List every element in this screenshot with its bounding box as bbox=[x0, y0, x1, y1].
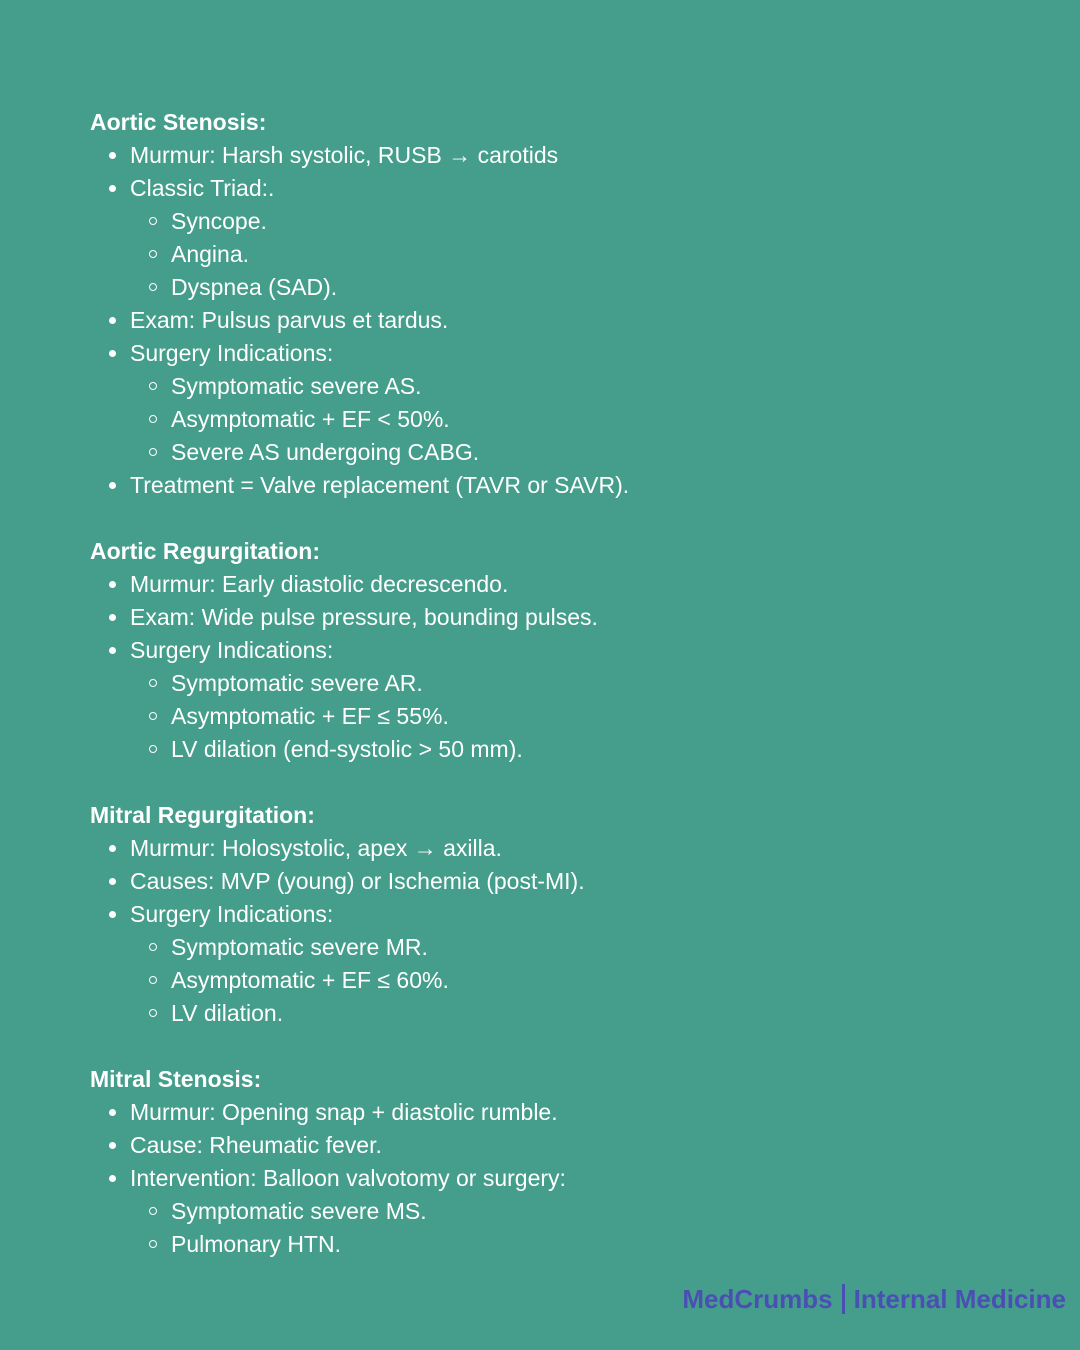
bullet-dot-icon bbox=[109, 185, 116, 192]
brand-subtitle: Internal Medicine bbox=[853, 1284, 1066, 1314]
notes-content bbox=[90, 106, 1030, 1294]
bullet-item bbox=[90, 1096, 1030, 1129]
bullet-text: Causes: MVP (young) or Ischemia (post-MI). bbox=[130, 868, 585, 894]
bullet-dot-icon bbox=[109, 1175, 116, 1182]
bullet-circle-icon bbox=[149, 415, 157, 423]
brand-footer bbox=[682, 1282, 1066, 1316]
sub-bullet-text: Pulmonary HTN. bbox=[171, 1231, 341, 1257]
sub-bullet-item bbox=[90, 271, 1030, 304]
bullet-item bbox=[90, 601, 1030, 634]
bullet-item bbox=[90, 832, 1030, 865]
bullet-circle-icon bbox=[149, 250, 157, 258]
bullet-item bbox=[90, 337, 1030, 370]
bullet-text: Murmur: Holosystolic, apex → axilla. bbox=[130, 835, 502, 861]
bullet-item bbox=[90, 865, 1030, 898]
bullet-dot-icon bbox=[109, 647, 116, 654]
bullet-circle-icon bbox=[149, 943, 157, 951]
bullet-text: Murmur: Harsh systolic, RUSB → carotids bbox=[130, 142, 559, 168]
bullet-dot-icon bbox=[109, 350, 116, 357]
section bbox=[90, 535, 1030, 766]
bullet-text: Treatment = Valve replacement (TAVR or SAVR). bbox=[130, 472, 630, 498]
sub-bullet-item bbox=[90, 436, 1030, 469]
bullet-text: Exam: Wide pulse pressure, bounding pulses. bbox=[130, 604, 598, 630]
bullet-dot-icon bbox=[109, 614, 116, 621]
bullet-circle-icon bbox=[149, 217, 157, 225]
sub-bullet-text: Asymptomatic + EF < 50%. bbox=[171, 406, 450, 432]
sub-bullet-item bbox=[90, 997, 1030, 1030]
sub-bullet-item bbox=[90, 931, 1030, 964]
section bbox=[90, 799, 1030, 1030]
bullet-text: Murmur: Early diastolic decrescendo. bbox=[130, 571, 509, 597]
sub-bullet-item bbox=[90, 1228, 1030, 1261]
sub-bullet-item bbox=[90, 700, 1030, 733]
bullet-circle-icon bbox=[149, 712, 157, 720]
bullet-text: Cause: Rheumatic fever. bbox=[130, 1132, 382, 1158]
bullet-dot-icon bbox=[109, 911, 116, 918]
sub-bullet-text: Syncope. bbox=[171, 208, 267, 234]
bullet-item bbox=[90, 469, 1030, 502]
sub-bullet-text: Asymptomatic + EF ≤ 60%. bbox=[171, 967, 449, 993]
bullet-dot-icon bbox=[109, 317, 116, 324]
sub-bullet-text: Symptomatic severe MR. bbox=[171, 934, 428, 960]
sub-bullet-item bbox=[90, 238, 1030, 271]
bullet-dot-icon bbox=[109, 1109, 116, 1116]
bullet-item bbox=[90, 172, 1030, 205]
bullet-item bbox=[90, 1129, 1030, 1162]
bullet-text: Murmur: Opening snap + diastolic rumble. bbox=[130, 1099, 558, 1125]
sub-bullet-item bbox=[90, 370, 1030, 403]
section-title: Aortic Stenosis: bbox=[90, 109, 267, 135]
bullet-item bbox=[90, 1162, 1030, 1195]
bullet-text: Surgery Indications: bbox=[130, 637, 334, 663]
sub-bullet-text: LV dilation. bbox=[171, 1000, 284, 1026]
bullet-item bbox=[90, 898, 1030, 931]
sub-bullet-text: Symptomatic severe AR. bbox=[171, 670, 423, 696]
bullet-dot-icon bbox=[109, 482, 116, 489]
bullet-text: Surgery Indications: bbox=[130, 340, 334, 366]
sub-bullet-text: Severe AS undergoing CABG. bbox=[171, 439, 480, 465]
sub-bullet-item bbox=[90, 1195, 1030, 1228]
bullet-item bbox=[90, 304, 1030, 337]
bullet-item bbox=[90, 568, 1030, 601]
section bbox=[90, 106, 1030, 502]
sub-bullet-text: Asymptomatic + EF ≤ 55%. bbox=[171, 703, 449, 729]
bullet-dot-icon bbox=[109, 152, 116, 159]
section bbox=[90, 1063, 1030, 1261]
sub-bullet-item bbox=[90, 964, 1030, 997]
sub-bullet-item bbox=[90, 733, 1030, 766]
sub-bullet-text: LV dilation (end-systolic > 50 mm). bbox=[171, 736, 523, 762]
section-title: Mitral Regurgitation: bbox=[90, 802, 315, 828]
sub-bullet-text: Symptomatic severe MS. bbox=[171, 1198, 427, 1224]
bullet-circle-icon bbox=[149, 1207, 157, 1215]
sub-bullet-text: Angina. bbox=[171, 241, 250, 267]
sub-bullet-item bbox=[90, 205, 1030, 238]
bullet-circle-icon bbox=[149, 382, 157, 390]
brand-name: MedCrumbs bbox=[682, 1284, 833, 1314]
brand-divider bbox=[842, 1284, 845, 1314]
bullet-dot-icon bbox=[109, 1142, 116, 1149]
bullet-text: Intervention: Balloon valvotomy or surgery: bbox=[130, 1165, 566, 1191]
bullet-text: Classic Triad:. bbox=[130, 175, 275, 201]
bullet-circle-icon bbox=[149, 679, 157, 687]
section-title: Mitral Stenosis: bbox=[90, 1066, 262, 1092]
bullet-dot-icon bbox=[109, 845, 116, 852]
bullet-item bbox=[90, 634, 1030, 667]
sub-bullet-text: Dyspnea (SAD). bbox=[171, 274, 338, 300]
sub-bullet-item bbox=[90, 403, 1030, 436]
bullet-text: Exam: Pulsus parvus et tardus. bbox=[130, 307, 449, 333]
bullet-text: Surgery Indications: bbox=[130, 901, 334, 927]
bullet-circle-icon bbox=[149, 283, 157, 291]
section-title: Aortic Regurgitation: bbox=[90, 538, 320, 564]
bullet-circle-icon bbox=[149, 745, 157, 753]
bullet-circle-icon bbox=[149, 1240, 157, 1248]
bullet-circle-icon bbox=[149, 448, 157, 456]
bullet-dot-icon bbox=[109, 581, 116, 588]
bullet-circle-icon bbox=[149, 976, 157, 984]
sub-bullet-text: Symptomatic severe AS. bbox=[171, 373, 422, 399]
bullet-circle-icon bbox=[149, 1009, 157, 1017]
bullet-item bbox=[90, 139, 1030, 172]
sub-bullet-item bbox=[90, 667, 1030, 700]
bullet-dot-icon bbox=[109, 878, 116, 885]
